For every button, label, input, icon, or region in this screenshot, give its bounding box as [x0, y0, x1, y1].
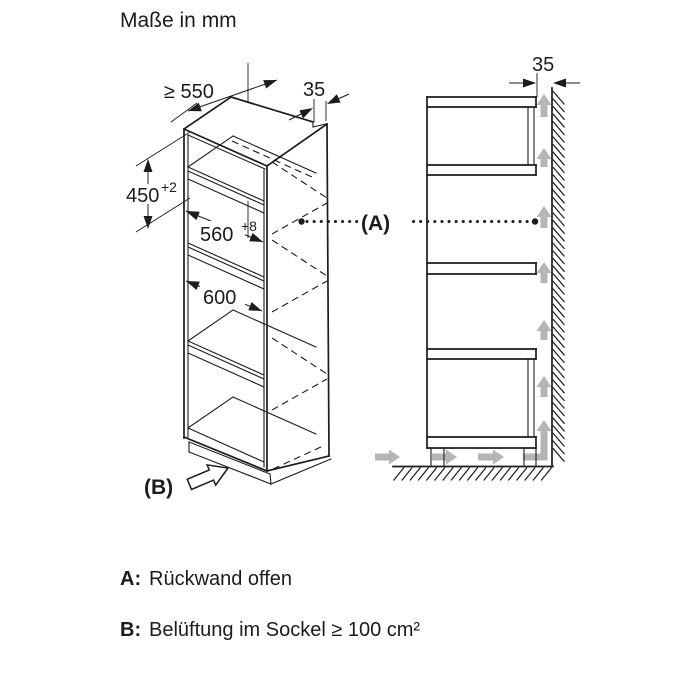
dimension-niche-height-450	[123, 132, 190, 232]
dim-niche-width-label: 560	[200, 224, 234, 246]
wall-hatching	[553, 91, 565, 462]
dim-niche-height-label: 450	[126, 185, 160, 207]
page-title: Maße in mm	[120, 9, 237, 32]
ref-dot-right	[532, 218, 538, 224]
dim-wall-gap-label: 35	[532, 54, 555, 76]
dimension-cabinet-width-600	[186, 281, 262, 311]
legend-a-key: A:	[120, 568, 142, 590]
airflow-right-arrow	[375, 450, 400, 465]
label-b: (B)	[144, 476, 174, 499]
label-a: (A)	[361, 212, 391, 235]
floor-hatching	[394, 468, 552, 481]
dim-depth-label: ≥ 550	[164, 81, 214, 103]
airflow-corner-arrow	[523, 420, 552, 461]
airflow-right-arrow	[478, 450, 504, 465]
airflow-arrows	[375, 94, 552, 465]
dim-niche-height-tolerance: +2	[161, 179, 177, 195]
label-b-callout	[144, 465, 228, 499]
label-a-callout	[298, 205, 538, 236]
side-cabinet-outline	[427, 97, 536, 448]
airflow-up-arrow	[537, 262, 552, 283]
legend-b-text: Belüftung im Sockel ≥ 100 cm²	[149, 619, 421, 641]
ref-dot-left	[298, 218, 304, 224]
legend-b-key: B:	[120, 619, 142, 641]
cabinet-isometric-view	[123, 63, 349, 499]
airflow-up-arrow	[537, 376, 552, 397]
dim-niche-width-tolerance: +8	[241, 218, 257, 234]
wall-and-floor	[393, 88, 565, 481]
airflow-up-arrow	[537, 206, 552, 228]
legend-a-text: Rückwand offen	[149, 568, 293, 590]
airflow-up-arrow	[537, 320, 552, 340]
airflow-up-arrow	[537, 94, 552, 117]
legend	[120, 568, 420, 641]
plinth-vent-arrow	[187, 465, 228, 490]
dim-rear-gap-label: 35	[303, 79, 326, 101]
dimension-rear-gap-35	[289, 79, 349, 122]
dim-cabinet-width-label: 600	[203, 287, 237, 309]
cabinet-side-view	[393, 54, 580, 481]
dimension-depth-550	[164, 63, 277, 122]
dimension-wall-gap-35	[509, 54, 580, 97]
airflow-up-arrow	[537, 148, 552, 167]
